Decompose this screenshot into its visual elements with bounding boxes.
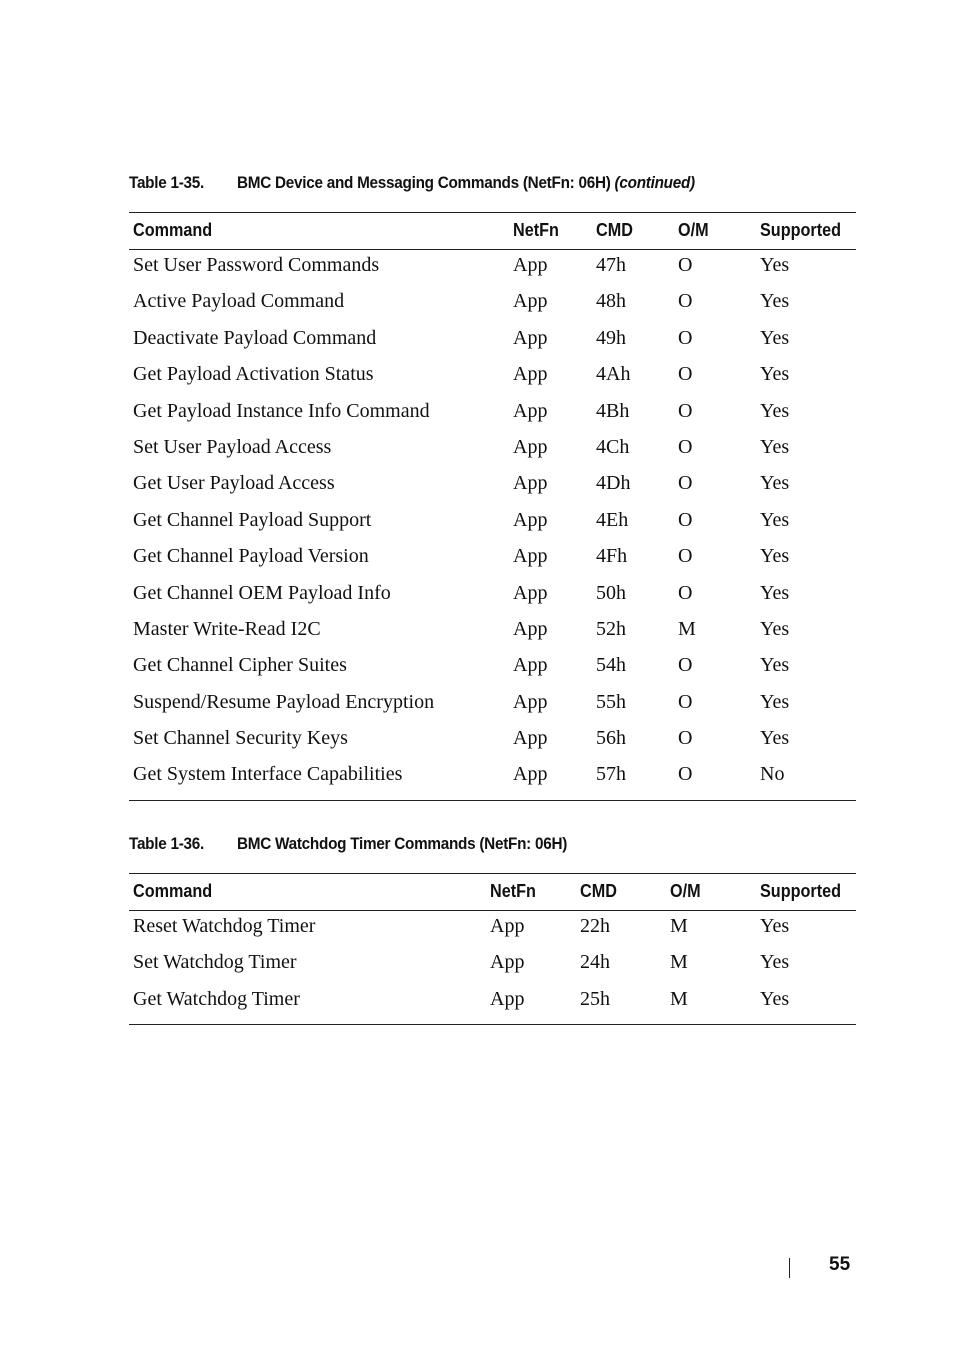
- cell-cmd: 47h: [596, 254, 626, 276]
- table-number: Table 1-36.: [129, 834, 204, 853]
- table-row: [129, 541, 856, 577]
- cell-supported: No: [760, 763, 785, 786]
- cell-supported: Yes: [760, 987, 790, 1010]
- cell-om: O: [678, 508, 693, 531]
- cell-netfn: App: [513, 363, 548, 386]
- cell-om: M: [670, 987, 688, 1010]
- cell-cmd: 25h: [580, 987, 610, 1010]
- cell-cmd: 4Fh: [596, 545, 628, 568]
- continued-label: (continued): [614, 173, 695, 192]
- cell-cmd: 4Ch: [596, 435, 630, 458]
- cell-command: Get Channel Payload Version: [133, 545, 369, 568]
- cell-om: O: [678, 472, 693, 495]
- cell-netfn: App: [513, 472, 548, 495]
- cell-om: O: [678, 363, 693, 386]
- table-row: [129, 250, 856, 286]
- cell-command: Get Payload Instance Info Command: [133, 399, 430, 422]
- cell-supported: Yes: [760, 363, 790, 386]
- cell-command: Get Channel OEM Payload Info: [133, 581, 391, 604]
- cell-cmd: 4Eh: [596, 508, 629, 531]
- column-header-cmd: CMD: [596, 220, 633, 240]
- cell-netfn: App: [490, 987, 525, 1010]
- cell-command: Get Watchdog Timer: [133, 987, 300, 1010]
- cell-cmd: 55h: [596, 690, 626, 713]
- cell-cmd: 56h: [596, 727, 626, 750]
- cell-netfn: App: [513, 727, 548, 750]
- column-header-supported: Supported: [760, 881, 841, 901]
- cell-netfn: App: [513, 254, 548, 276]
- cell-supported: Yes: [760, 254, 790, 276]
- cell-om: O: [678, 690, 693, 713]
- cell-command: Set Channel Security Keys: [133, 727, 348, 750]
- cell-supported: Yes: [760, 617, 790, 640]
- cell-om: M: [670, 915, 688, 937]
- cell-om: O: [678, 763, 693, 786]
- cell-om: O: [678, 435, 693, 458]
- table-header-row: [129, 213, 856, 250]
- cell-om: O: [678, 654, 693, 677]
- cell-om: O: [678, 399, 693, 422]
- cell-om: O: [678, 254, 693, 276]
- cell-cmd: 22h: [580, 915, 610, 937]
- table-row: [129, 432, 856, 468]
- table-1-35-caption: [129, 173, 695, 193]
- table-row: [129, 614, 856, 650]
- column-header-netfn: NetFn: [513, 220, 559, 240]
- table-row: [129, 323, 856, 359]
- cell-command: Get System Interface Capabilities: [133, 763, 403, 786]
- column-header-command: Command: [133, 881, 213, 901]
- table-row: [129, 468, 856, 504]
- cell-om: M: [670, 951, 688, 974]
- cell-om: O: [678, 727, 693, 750]
- table-body: [129, 250, 856, 800]
- column-header-om: O/M: [678, 220, 709, 240]
- cell-supported: Yes: [760, 508, 790, 531]
- footer-divider: [789, 1258, 790, 1278]
- cell-command: Get Payload Activation Status: [133, 363, 374, 386]
- cell-om: O: [678, 290, 693, 313]
- cell-netfn: App: [490, 915, 525, 937]
- cell-cmd: 4Dh: [596, 472, 631, 495]
- cell-cmd: 57h: [596, 763, 626, 786]
- column-header-netfn: NetFn: [490, 881, 536, 901]
- cell-netfn: App: [490, 951, 525, 974]
- table-1-35: [129, 212, 856, 801]
- page-number: 55: [829, 1254, 851, 1275]
- cell-om: O: [678, 326, 693, 349]
- cell-om: M: [678, 617, 696, 640]
- cell-om: O: [678, 545, 693, 568]
- cell-command: Get Channel Payload Support: [133, 508, 372, 531]
- table-1-36-caption: [129, 834, 567, 854]
- table-row: [129, 359, 856, 395]
- cell-supported: Yes: [760, 951, 790, 974]
- cell-netfn: App: [513, 326, 548, 349]
- column-header-supported: Supported: [760, 220, 841, 240]
- cell-command: Set User Password Commands: [133, 254, 380, 276]
- table-row: [129, 650, 856, 686]
- cell-supported: Yes: [760, 581, 790, 604]
- cell-netfn: App: [513, 581, 548, 604]
- cell-om: O: [678, 581, 693, 604]
- table-1-36: [129, 873, 856, 1025]
- cell-supported: Yes: [760, 290, 790, 313]
- column-header-command: Command: [133, 220, 213, 240]
- cell-cmd: 49h: [596, 326, 626, 349]
- cell-cmd: 52h: [596, 617, 626, 640]
- cell-supported: Yes: [760, 472, 790, 495]
- cell-cmd: 54h: [596, 654, 626, 677]
- table-row: [129, 687, 856, 723]
- cell-supported: Yes: [760, 399, 790, 422]
- cell-supported: Yes: [760, 654, 790, 677]
- cell-command: Suspend/Resume Payload Encryption: [133, 690, 435, 713]
- cell-cmd: 4Bh: [596, 399, 630, 422]
- cell-supported: Yes: [760, 727, 790, 750]
- cell-netfn: App: [513, 508, 548, 531]
- table-row: [129, 578, 856, 614]
- cell-netfn: App: [513, 435, 548, 458]
- table-body: [129, 911, 856, 1024]
- cell-netfn: App: [513, 290, 548, 313]
- table-title: BMC Watchdog Timer Commands (NetFn: 06H): [237, 834, 568, 853]
- table-title: BMC Device and Messaging Commands (NetFn: 06H): [237, 173, 611, 192]
- cell-cmd: 24h: [580, 951, 610, 974]
- cell-netfn: App: [513, 690, 548, 713]
- table-row: [129, 396, 856, 432]
- table-header-row: [129, 874, 856, 911]
- table-row: [129, 505, 856, 541]
- table-number: Table 1-35.: [129, 173, 204, 192]
- cell-command: Deactivate Payload Command: [133, 326, 377, 349]
- table-row: [129, 286, 856, 322]
- cell-supported: Yes: [760, 545, 790, 568]
- table-row: [129, 759, 856, 795]
- table-row: [129, 947, 856, 983]
- cell-command: Active Payload Command: [133, 290, 345, 313]
- cell-netfn: App: [513, 654, 548, 677]
- cell-cmd: 48h: [596, 290, 626, 313]
- cell-command: Get Channel Cipher Suites: [133, 654, 347, 677]
- cell-command: Master Write-Read I2C: [133, 617, 321, 640]
- cell-cmd: 50h: [596, 581, 626, 604]
- cell-netfn: App: [513, 617, 548, 640]
- table-row: [129, 911, 856, 947]
- cell-netfn: App: [513, 545, 548, 568]
- cell-supported: Yes: [760, 326, 790, 349]
- column-header-om: O/M: [670, 881, 701, 901]
- cell-netfn: App: [513, 399, 548, 422]
- cell-command: Get User Payload Access: [133, 472, 335, 495]
- cell-supported: Yes: [760, 915, 790, 937]
- table-row: [129, 984, 856, 1020]
- cell-supported: Yes: [760, 435, 790, 458]
- cell-cmd: 4Ah: [596, 363, 631, 386]
- cell-supported: Yes: [760, 690, 790, 713]
- column-header-cmd: CMD: [580, 881, 617, 901]
- table-row: [129, 723, 856, 759]
- cell-netfn: App: [513, 763, 548, 786]
- cell-command: Set User Payload Access: [133, 435, 332, 458]
- cell-command: Set Watchdog Timer: [133, 951, 297, 974]
- cell-command: Reset Watchdog Timer: [133, 915, 316, 937]
